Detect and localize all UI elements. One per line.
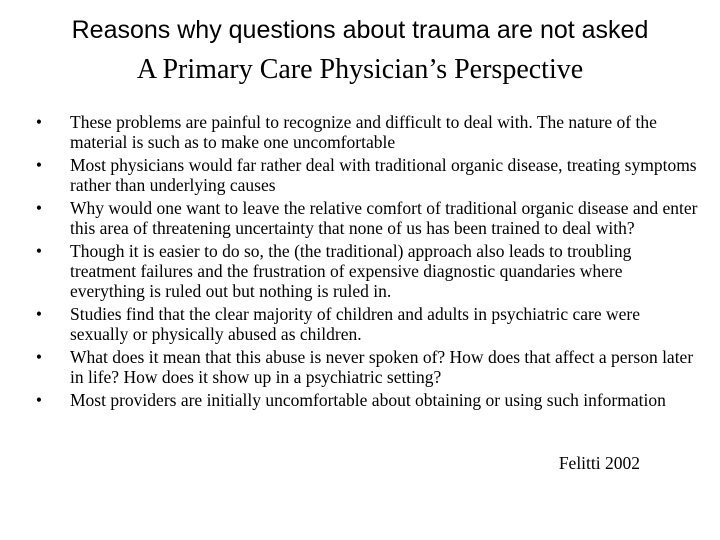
bullet-icon: •	[35, 347, 43, 367]
bullet-icon: •	[35, 390, 43, 410]
bullet-icon: •	[35, 241, 43, 261]
bullet-icon: •	[35, 304, 43, 324]
bullet-text: Most physicians would far rather deal with traditional organic disease, treating symptoms rather than underlying causes	[70, 155, 697, 195]
bullet-icon: •	[35, 112, 43, 132]
bullet-item	[0, 155, 700, 195]
bullet-list	[0, 112, 700, 413]
bullet-text: Studies find that the clear majority of children and adults in psychiatric care were sexually or physically abused as children.	[70, 304, 641, 344]
bullet-item	[0, 347, 700, 387]
bullet-icon: •	[35, 198, 43, 218]
bullet-icon: •	[35, 155, 43, 175]
bullet-text: Though it is easier to do so, the (the traditional) approach also leads to troubling treatment failures and the frustration of expensive diagnostic quandaries where everything is ruled out but nothing is ruled in.	[70, 241, 632, 301]
bullet-item	[0, 304, 700, 344]
bullet-text: These problems are painful to recognize and difficult to deal with. The nature of the material is such as to make one uncomfortable	[70, 112, 657, 152]
bullet-text: What does it mean that this abuse is never spoken of? How does that affect a person later in life? How does it show up in a psychiatric setting?	[70, 347, 694, 387]
bullet-text: Most providers are initially uncomfortable about obtaining or using such information	[70, 390, 666, 410]
bullet-item	[0, 241, 700, 301]
slide-title: Reasons why questions about trauma are not asked	[71, 16, 649, 44]
bullet-item	[0, 112, 700, 152]
citation: Felitti 2002	[558, 453, 640, 473]
bullet-item	[0, 198, 700, 238]
slide-subtitle: A Primary Care Physician’s Perspective	[136, 54, 584, 85]
bullet-text: Why would one want to leave the relative comfort of traditional organic disease and enter this area of threatening uncertainty that none of us has been trained to deal with?	[70, 198, 698, 238]
bullet-item	[0, 390, 700, 410]
